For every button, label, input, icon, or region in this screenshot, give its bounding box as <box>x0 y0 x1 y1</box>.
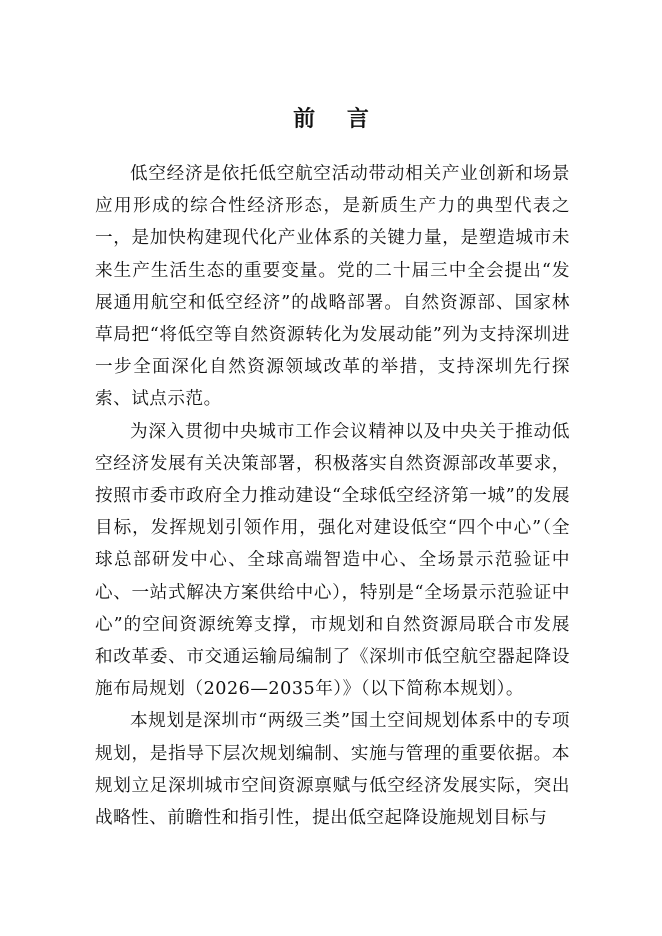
paragraph-2: 为深入贯彻中央城市工作会议精神以及中央关于推动低空经济发展有关决策部署，积极落实自然资源部改革要求，按照市委市政府全力推动建设“全球低空经济第一城”的发展目标，发挥规划引领作用，强化对建设低空“四个中心”（全球总部研发中心、全球高端智造中心、全场景示范验证中心、一站式解决方案供给中心），特别是“全场景示范验证中心”的空间资源统筹支撑，市规划和自然资源局联合市发展和改革委、市交通运输局编制了《深圳市低空航空器起降设施布局规划（2026—2035年）》（以下简称本规划）。 <box>95 421 570 700</box>
paragraph-3: 本规划是深圳市“两级三类”国土空间规划体系中的专项规划，是指导下层次规划编制、实施与管理的重要依据。本规划立足深圳城市空间资源禀赋与低空经济发展实际，突出战略性、前瞻性和指引性，提出低空起降设施规划目标与 <box>95 711 570 829</box>
paragraph-1: 低空经济是依托低空航空活动带动相关产业创新和场景应用形成的综合性经济形态，是新质生产力的典型代表之一，是加快构建现代化产业体系的关键力量，是塑造城市未来生产生活生态的重要变量。党的二十届三中全会提出“发展通用航空和低空经济”的战略部署。自然资源部、国家林草局把“将低空等自然资源转化为发展动能”列为支持深圳进一步全面深化自然资源领域改革的举措，支持深圳先行探索、试点示范。 <box>95 164 570 410</box>
page-title: 前 言 <box>293 107 381 132</box>
body-text <box>95 158 570 834</box>
